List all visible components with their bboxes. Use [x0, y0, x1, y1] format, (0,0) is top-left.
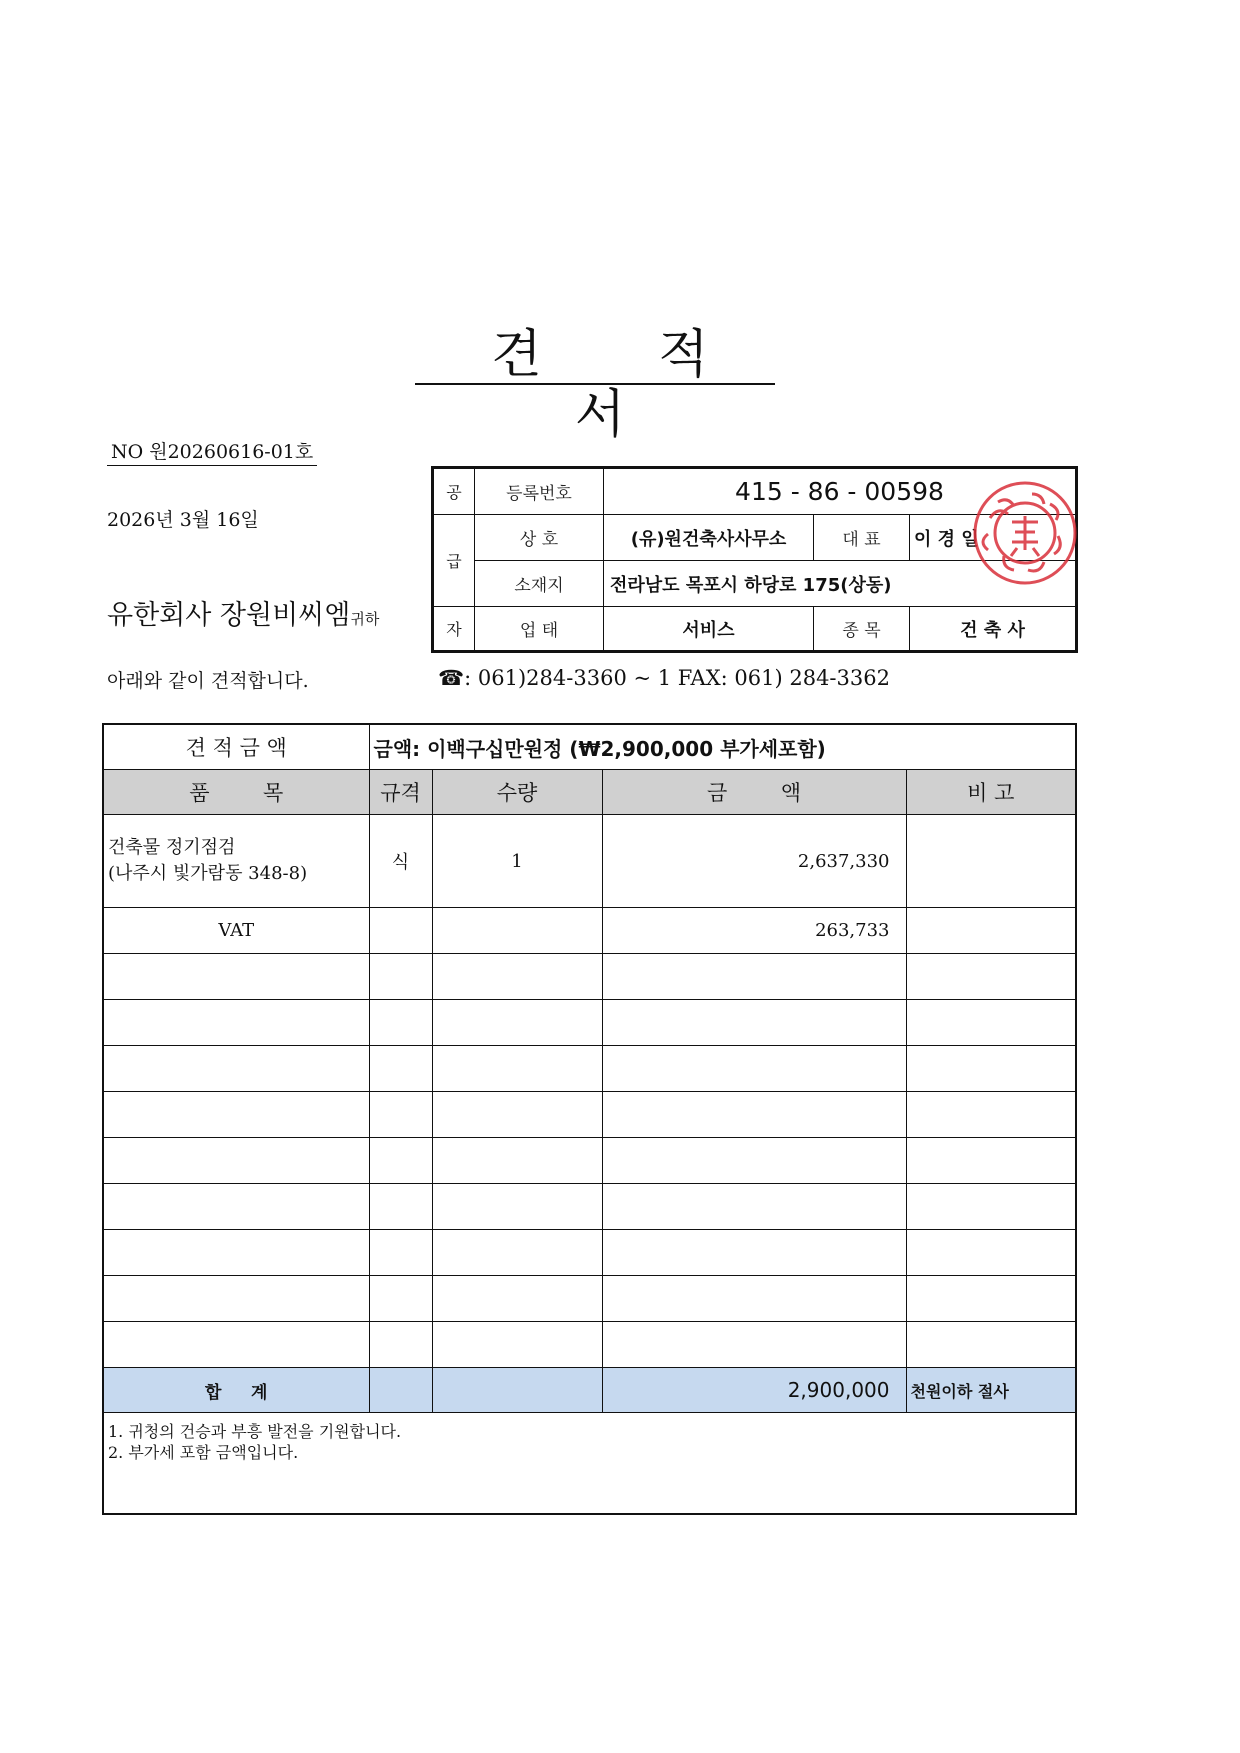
- company-label: 상 호: [475, 515, 604, 561]
- greeting-text: 아래와 같이 견적합니다.: [107, 670, 309, 692]
- reg-number-label: 등록번호: [475, 468, 604, 515]
- quote-table: [102, 723, 1077, 1515]
- header-amount: 금 액: [602, 770, 906, 815]
- empty-row: [103, 1092, 1076, 1138]
- ceo-label: 대 표: [814, 515, 910, 561]
- company-seal-icon: [970, 478, 1080, 588]
- row-qty: [432, 908, 602, 954]
- issue-date: 2026년 3월 16일: [107, 509, 259, 531]
- notes: [103, 1413, 1076, 1515]
- supplier-side-label-1: 공: [433, 468, 475, 515]
- address-label: 소재지: [475, 561, 604, 607]
- quote-amount-text: 금액: 이백구십만원정 (₩2,900,000 부가세포함): [369, 724, 1076, 770]
- total-note: 천원이하 절사: [906, 1368, 1076, 1413]
- company-name: (유)원건축사사무소: [604, 515, 814, 561]
- total-label: 합 계: [103, 1368, 369, 1413]
- recipient-name: 유한회사 장원비씨엠: [107, 600, 351, 631]
- table-header: [103, 770, 1076, 815]
- empty-row: [103, 1000, 1076, 1046]
- row-item-line2: (나주시 빛가람동 348-8): [108, 863, 308, 884]
- row-item-line1: 건축물 정기점검: [108, 837, 236, 858]
- total-row: [103, 1368, 1076, 1413]
- empty-row: [103, 1322, 1076, 1368]
- business-type: 서비스: [604, 607, 814, 652]
- total-amount: 2,900,000: [602, 1368, 906, 1413]
- table-row: [103, 815, 1076, 908]
- header-spec: 규격: [369, 770, 432, 815]
- business-item-label: 종 목: [814, 607, 910, 652]
- row-note: [906, 908, 1076, 954]
- empty-row: [103, 1184, 1076, 1230]
- supplier-side-label-3: 자: [433, 607, 475, 652]
- header-item: 품 목: [103, 770, 369, 815]
- empty-row: [103, 1230, 1076, 1276]
- row-spec: [369, 908, 432, 954]
- table-row: [103, 908, 1076, 954]
- recipient: [107, 593, 379, 632]
- row-note: [906, 815, 1076, 908]
- contact-line: ☎: 061)284-3360 ~ 1 FAX: 061) 284-3362: [438, 666, 890, 690]
- document-title: 견 적 서: [415, 325, 775, 385]
- empty-row: [103, 954, 1076, 1000]
- document-number: NO 원20260616-01호: [107, 437, 317, 466]
- row-qty: 1: [432, 815, 602, 908]
- row-spec: 식: [369, 815, 432, 908]
- empty-row: [103, 1138, 1076, 1184]
- ceo-name: 이 경 일: [910, 515, 1077, 561]
- supplier-side-label-2: 급: [433, 515, 475, 607]
- reg-number: 415 - 86 - 00598: [604, 468, 1077, 515]
- business-type-label: 업 태: [475, 607, 604, 652]
- business-item: 건 축 사: [910, 607, 1077, 652]
- recipient-suffix: 귀하: [350, 610, 380, 628]
- note-line-1: 1. 귀청의 건승과 부흥 발전을 기원합니다.: [108, 1422, 402, 1441]
- quote-amount-label: 견 적 금 액: [103, 724, 369, 770]
- row-item: [103, 815, 369, 908]
- header-qty: 수량: [432, 770, 602, 815]
- empty-row: [103, 1046, 1076, 1092]
- row-amount: 263,733: [602, 908, 906, 954]
- header-note: 비 고: [906, 770, 1076, 815]
- empty-row: [103, 1276, 1076, 1322]
- row-item: VAT: [103, 908, 369, 954]
- row-amount: 2,637,330: [602, 815, 906, 908]
- notes-row: [103, 1413, 1076, 1515]
- note-line-2: 2. 부가세 포함 금액입니다.: [108, 1443, 299, 1462]
- address: 전라남도 목포시 하당로 175(상동): [604, 561, 1077, 607]
